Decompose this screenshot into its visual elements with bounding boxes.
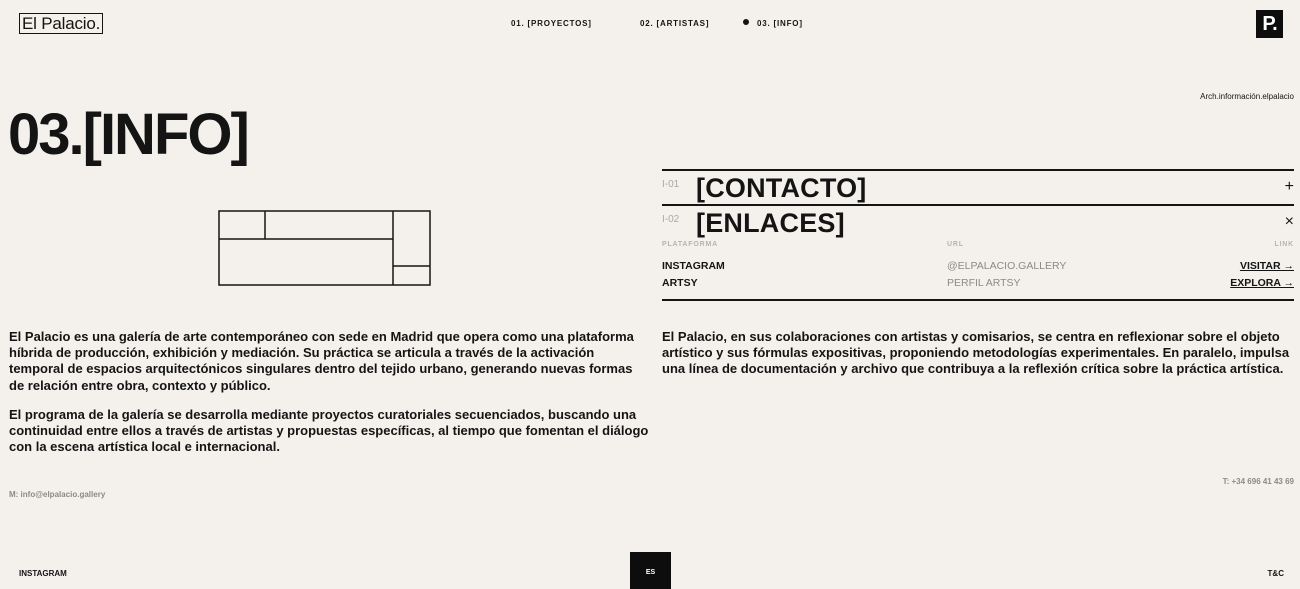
active-dot-icon [743, 19, 749, 25]
nav-item-artistas[interactable]: 02. [ARTISTAS] [640, 19, 710, 28]
intro-paragraph: El Palacio es una galería de arte contemporáneo con sede en Madrid que opera como una plataforma híbrida de producción, exhibición y mediación. Su práctica se articula a través de la activación temporal de espacios arquitectónicos singulares dentro del tejido urbano, generando nuevas formas de relación entre obra, contexto y público. [9, 329, 634, 393]
column-header-platform: PLATAFORMA [662, 241, 718, 248]
intro-paragraph: El programa de la galería se desarrolla mediante proyectos curatoriales secuenciados, buscando una continuidad entre ellos a través de artistas y propuestas específicas, al tiempo que fomentan el diálogo con la escena artística local e internacional. [9, 406, 649, 455]
footer-instagram-link[interactable]: INSTAGRAM [19, 569, 67, 578]
url-artsy: PERFIL ARTSY [947, 277, 1021, 289]
accordion-enlaces[interactable] [662, 204, 1294, 239]
about-text: El Palacio, en sus colaboraciones con artistas y comisarios, se centra en reflexionar sobre el objeto artístico y sus fórmulas expositivas, proponiendo metodologías experimentales. En paralelo, impulsa una línea de documentación y archivo que contribuya a la reflexión crítica sobre la práctica artística. [662, 329, 1290, 377]
close-icon[interactable]: × [1284, 213, 1294, 230]
footer-terms-link[interactable]: T&C [1267, 569, 1284, 578]
column-header-url: URL [947, 241, 964, 248]
column-header-link: LINK [1274, 241, 1294, 248]
floorplan-icon [218, 210, 432, 288]
explore-artsy-link[interactable]: EXPLORA → [1230, 277, 1294, 289]
phone-number[interactable]: T: +34 696 41 43 69 [1222, 477, 1294, 486]
intro-text [9, 329, 649, 455]
accordion-title: [ENLACES] [696, 208, 845, 238]
archive-label: Arch.información.elpalacio [1200, 92, 1294, 101]
email-link[interactable]: M: info@elpalacio.gallery [9, 490, 106, 499]
nav-item-proyectos[interactable]: 01. [PROYECTOS] [511, 19, 592, 28]
main-nav [0, 19, 1300, 31]
accordion-number: I-02 [662, 214, 680, 225]
platform-instagram: INSTAGRAM [662, 260, 725, 272]
nav-item-info[interactable] [743, 19, 803, 28]
visit-instagram-link[interactable]: VISITAR → [1239, 260, 1294, 272]
accordion-title: [CONTACTO] [696, 173, 867, 203]
nav-item-info-label: 03. [INFO] [757, 19, 803, 28]
links-table [662, 239, 1294, 301]
info-accordion [662, 169, 1294, 301]
brand-badge[interactable]: P. [1256, 10, 1283, 38]
accordion-number: I-01 [662, 179, 680, 190]
logo[interactable]: El Palacio. [19, 13, 103, 34]
page-title: 03.[INFO] [8, 102, 248, 167]
accordion-contacto[interactable] [662, 169, 1294, 204]
url-instagram: @ELPALACIO.GALLERY [947, 260, 1067, 272]
language-toggle[interactable]: ES [630, 552, 671, 589]
plus-icon[interactable]: + [1284, 178, 1294, 195]
platform-artsy: ARTSY [662, 277, 698, 289]
